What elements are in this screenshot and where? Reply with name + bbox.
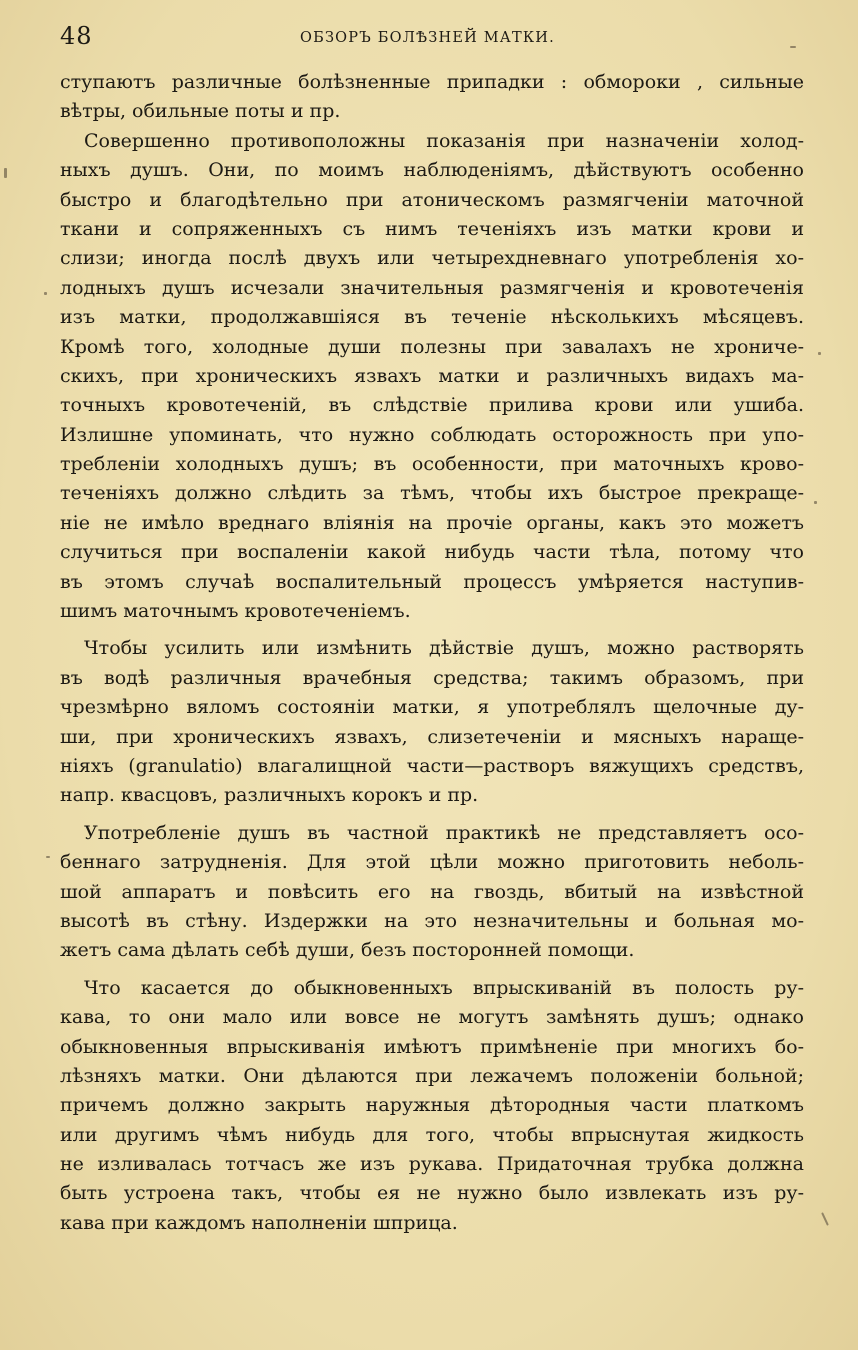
text-line: Употребленіе душъ въ частной практикѣ не представляетъ осо-	[84, 821, 804, 844]
paragraph-gap	[60, 966, 804, 974]
text-line: требленіи холодныхъ душъ; въ особенности, при маточныхъ крово-	[60, 453, 804, 476]
body-text	[60, 68, 804, 1238]
text-line: Чтобы усилить или измѣнить дѣйствіе душъ, можно растворять	[84, 637, 804, 660]
text-line: вѣтры, обильные поты и пр.	[60, 100, 341, 123]
text-line: лодныхъ душъ исчезали значительныя размягченія и кровотеченія	[60, 276, 804, 299]
running-head: ОБЗОРЪ БОЛѢЗНЕЙ МАТКИ.	[300, 30, 555, 46]
text-line: не изливалась тотчасъ же изъ рукава. Придаточная трубка должна	[60, 1153, 804, 1176]
text-line: ши, при хроническихъ язвахъ, слизетеченіи и мясныхъ нараще-	[60, 725, 804, 748]
paragraph-5	[60, 974, 804, 1239]
text-line: Что касается до обыкновенныхъ впрыскиваній въ полость ру-	[84, 976, 804, 999]
margin-speck	[814, 501, 817, 504]
text-line: въ этомъ случаѣ воспалительный процессъ умѣряется наступив-	[60, 570, 804, 593]
margin-speck	[790, 46, 796, 48]
margin-speck	[821, 1212, 829, 1226]
text-line: Совершенно противоположны показанія при назначеніи холод-	[84, 129, 804, 152]
paragraph-gap	[60, 811, 804, 819]
paragraph-4	[60, 819, 804, 966]
paragraph-1	[60, 68, 804, 127]
text-line: лѣзняхъ матки. Они дѣлаются при лежачемъ положеніи больной;	[60, 1064, 804, 1087]
text-line: шой аппаратъ и повѣсить его на гвоздь, вбитый на извѣстной	[60, 880, 804, 903]
text-line: быстро и благодѣтельно при атоническомъ размягченіи маточной	[60, 188, 804, 211]
margin-speck	[44, 292, 47, 295]
text-line: ткани и сопряженныхъ съ нимъ теченіяхъ изъ матки крови и	[60, 217, 804, 240]
text-line: Излишне упоминать, что нужно соблюдать осторожность при упо-	[60, 423, 804, 446]
text-line: скихъ, при хроническихъ язвахъ матки и различныхъ видахъ ма-	[60, 364, 804, 387]
text-line: ступаютъ различные болѣзненные припадки : обмороки , сильные	[60, 71, 804, 93]
paragraph-gap	[60, 626, 804, 634]
text-line: ніе не имѣло вреднаго вліянія на прочіе органы, какъ это можетъ	[60, 511, 804, 534]
text-line: высотѣ въ стѣну. Издержки на это незначительны и больная мо-	[60, 909, 804, 932]
text-line: въ водѣ различныя врачебныя средства; такимъ образомъ, при	[60, 666, 804, 689]
margin-speck	[4, 168, 7, 178]
text-line: напр. квасцовъ, различныхъ корокъ и пр.	[60, 784, 479, 807]
text-line: чрезмѣрно вяломъ состояніи матки, я употреблялъ щелочные ду-	[60, 696, 804, 719]
text-line: ніяхъ (granulatio) влагалищной части—растворъ вяжущихъ средствъ,	[60, 754, 804, 777]
text-line: изъ матки, продолжавшіяся въ теченіе нѣсколькихъ мѣсяцевъ.	[60, 306, 804, 329]
text-line: Кромѣ того, холодные души полезны при завалахъ не хрониче-	[60, 335, 804, 358]
text-line: кава при каждомъ наполненіи шприца.	[60, 1211, 458, 1234]
text-line: или другимъ чѣмъ нибудь для того, чтобы впрыснутая жидкость	[60, 1123, 804, 1146]
text-line: кава, то они мало или вовсе не могутъ замѣнять душъ; однако	[60, 1006, 804, 1029]
margin-speck	[46, 856, 50, 858]
text-line: обыкновенныя впрыскиванія имѣютъ примѣненіе при многихъ бо-	[60, 1035, 804, 1058]
text-line: шимъ маточнымъ кровотеченіемъ.	[60, 600, 411, 623]
margin-speck	[818, 352, 821, 355]
text-line: теченіяхъ должно слѣдить за тѣмъ, чтобы ихъ быстрое прекраще-	[60, 482, 804, 505]
paragraph-3	[60, 634, 804, 810]
text-line: случиться при воспаленіи какой нибудь части тѣла, потому что	[60, 541, 804, 564]
text-line: точныхъ кровотеченій, въ слѣдствіе прилива крови или ушиба.	[60, 394, 804, 417]
text-line: слизи; иногда послѣ двухъ или четырехдневнаго употребленія хо-	[60, 247, 804, 270]
paragraph-2	[60, 127, 804, 627]
page-header	[60, 22, 800, 54]
text-line: быть устроена такъ, чтобы ея не нужно было извлекать изъ ру-	[60, 1182, 804, 1205]
text-line: ныхъ душъ. Они, по моимъ наблюденіямъ, дѣйствуютъ особенно	[60, 159, 804, 182]
page-number: 48	[60, 22, 93, 50]
text-line: беннаго затрудненія. Для этой цѣли можно приготовить неболь-	[60, 851, 804, 874]
text-line: причемъ должно закрыть наружныя дѣтородныя части платкомъ	[60, 1094, 804, 1117]
text-line: жетъ сама дѣлать себѣ души, безъ посторонней помощи.	[60, 939, 635, 962]
